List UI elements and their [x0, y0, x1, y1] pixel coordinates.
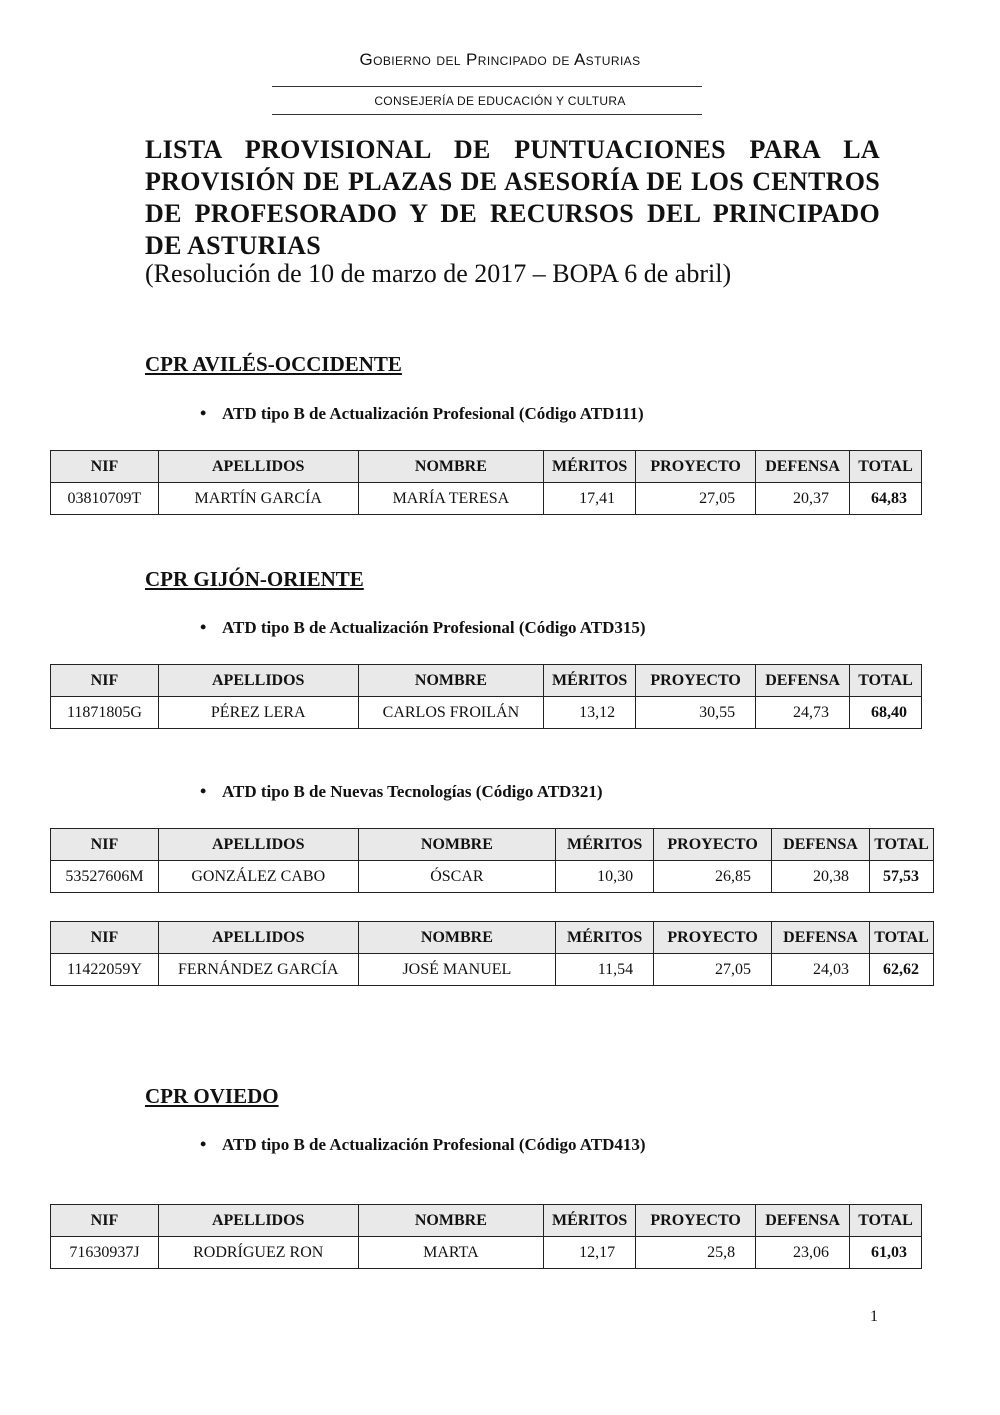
table-cell: MARÍA TERESA	[358, 483, 544, 515]
subsection-title: • ATD tipo B de Actualización Profesional (Código ATD315)	[200, 617, 646, 637]
table-row	[51, 861, 934, 893]
table-cell: 23,06	[756, 1237, 850, 1269]
table-cell: MARTA	[358, 1237, 544, 1269]
table-header-row	[51, 665, 922, 697]
table-cell: 11871805G	[51, 697, 159, 729]
subsection-title: • ATD tipo B de Actualización Profesional (Código ATD413)	[200, 1134, 646, 1154]
table-cell: 71630937J	[51, 1237, 159, 1269]
column-header: NOMBRE	[358, 665, 544, 697]
column-header: DEFENSA	[756, 1205, 850, 1237]
column-header: NIF	[51, 922, 159, 954]
table-cell: 25,8	[636, 1237, 756, 1269]
column-header: MÉRITOS	[544, 1205, 636, 1237]
column-header: NOMBRE	[358, 829, 556, 861]
column-header: NOMBRE	[358, 1205, 544, 1237]
column-header: MÉRITOS	[544, 451, 636, 483]
scores-table	[50, 828, 934, 893]
table-cell: CARLOS FROILÁN	[358, 697, 544, 729]
table-cell: 61,03	[850, 1237, 922, 1269]
table-cell: MARTÍN GARCÍA	[158, 483, 358, 515]
column-header: PROYECTO	[654, 922, 772, 954]
section-title: CPR GIJÓN-ORIENTE	[145, 567, 364, 591]
column-header: PROYECTO	[636, 665, 756, 697]
column-header: DEFENSA	[772, 922, 870, 954]
table-cell: GONZÁLEZ CABO	[158, 861, 358, 893]
bullet: •	[200, 403, 207, 423]
header-rule	[272, 86, 702, 87]
column-header: APELLIDOS	[158, 922, 358, 954]
header-rule-2	[272, 114, 702, 115]
scores-table	[50, 450, 922, 515]
table-row	[51, 1237, 922, 1269]
subsection-title: • ATD tipo B de Nuevas Tecnologías (Código ATD321)	[200, 781, 603, 801]
document-title: LISTA PROVISIONAL DE PUNTUACIONES PARA LA PROVISIÓN DE PLAZAS DE ASESORÍA DE LOS CENTROS DE PROFESORADO Y DE RECURSOS DEL PRINCIPADO DE ASTURIAS	[145, 135, 880, 260]
table-cell: 12,17	[544, 1237, 636, 1269]
table-cell: JOSÉ MANUEL	[358, 954, 556, 986]
table-header-row	[51, 829, 934, 861]
table-cell: 26,85	[654, 861, 772, 893]
column-header: APELLIDOS	[158, 665, 358, 697]
table-cell: FERNÁNDEZ GARCÍA	[158, 954, 358, 986]
table-row	[51, 697, 922, 729]
table-cell: 53527606M	[51, 861, 159, 893]
table-cell: 27,05	[636, 483, 756, 515]
table-cell: 57,53	[869, 861, 933, 893]
column-header: NOMBRE	[358, 451, 544, 483]
table-cell: ÓSCAR	[358, 861, 556, 893]
bullet: •	[200, 781, 207, 801]
section-title: CPR AVILÉS-OCCIDENTE	[145, 352, 402, 376]
table-cell: 68,40	[850, 697, 922, 729]
column-header: MÉRITOS	[544, 665, 636, 697]
table-cell: 13,12	[544, 697, 636, 729]
document-subtitle: (Resolución de 10 de marzo de 2017 – BOPA 6 de abril)	[145, 259, 732, 288]
bullet: •	[200, 617, 207, 637]
scores-table	[50, 921, 934, 986]
scores-table	[50, 1204, 922, 1269]
table-cell: 62,62	[869, 954, 933, 986]
table-row	[51, 483, 922, 515]
page-number: 1	[870, 1308, 878, 1325]
table-cell: 17,41	[544, 483, 636, 515]
column-header: NIF	[51, 451, 159, 483]
column-header: NIF	[51, 1205, 159, 1237]
column-header: APELLIDOS	[158, 829, 358, 861]
column-header: TOTAL	[850, 451, 922, 483]
column-header: TOTAL	[869, 829, 933, 861]
table-cell: 11422059Y	[51, 954, 159, 986]
table-cell: 27,05	[654, 954, 772, 986]
table-cell: 11,54	[556, 954, 654, 986]
table-header-row	[51, 451, 922, 483]
table-cell: 20,37	[756, 483, 850, 515]
table-cell: 03810709T	[51, 483, 159, 515]
column-header: MÉRITOS	[556, 922, 654, 954]
table-cell: 24,03	[772, 954, 870, 986]
column-header: DEFENSA	[756, 451, 850, 483]
table-cell: 64,83	[850, 483, 922, 515]
subsection-title: • ATD tipo B de Actualización Profesional (Código ATD111)	[200, 403, 644, 423]
column-header: TOTAL	[850, 665, 922, 697]
table-header-row	[51, 922, 934, 954]
table-cell: RODRÍGUEZ RON	[158, 1237, 358, 1269]
department-header: CONSEJERÍA DE EDUCACIÓN Y CULTURA	[374, 94, 626, 108]
column-header: TOTAL	[850, 1205, 922, 1237]
column-header: TOTAL	[869, 922, 933, 954]
government-header: Gobierno del Principado de Asturias	[359, 50, 641, 69]
column-header: PROYECTO	[636, 1205, 756, 1237]
column-header: DEFENSA	[756, 665, 850, 697]
bullet: •	[200, 1134, 207, 1154]
column-header: APELLIDOS	[158, 451, 358, 483]
table-header-row	[51, 1205, 922, 1237]
column-header: PROYECTO	[636, 451, 756, 483]
column-header: MÉRITOS	[556, 829, 654, 861]
column-header: NIF	[51, 665, 159, 697]
section-title: CPR OVIEDO	[145, 1084, 279, 1108]
table-row	[51, 954, 934, 986]
column-header: NIF	[51, 829, 159, 861]
column-header: APELLIDOS	[158, 1205, 358, 1237]
table-cell: 24,73	[756, 697, 850, 729]
table-cell: 20,38	[772, 861, 870, 893]
table-cell: 10,30	[556, 861, 654, 893]
scores-table	[50, 664, 922, 729]
column-header: PROYECTO	[654, 829, 772, 861]
table-cell: 30,55	[636, 697, 756, 729]
column-header: DEFENSA	[772, 829, 870, 861]
column-header: NOMBRE	[358, 922, 556, 954]
table-cell: PÉREZ LERA	[158, 697, 358, 729]
